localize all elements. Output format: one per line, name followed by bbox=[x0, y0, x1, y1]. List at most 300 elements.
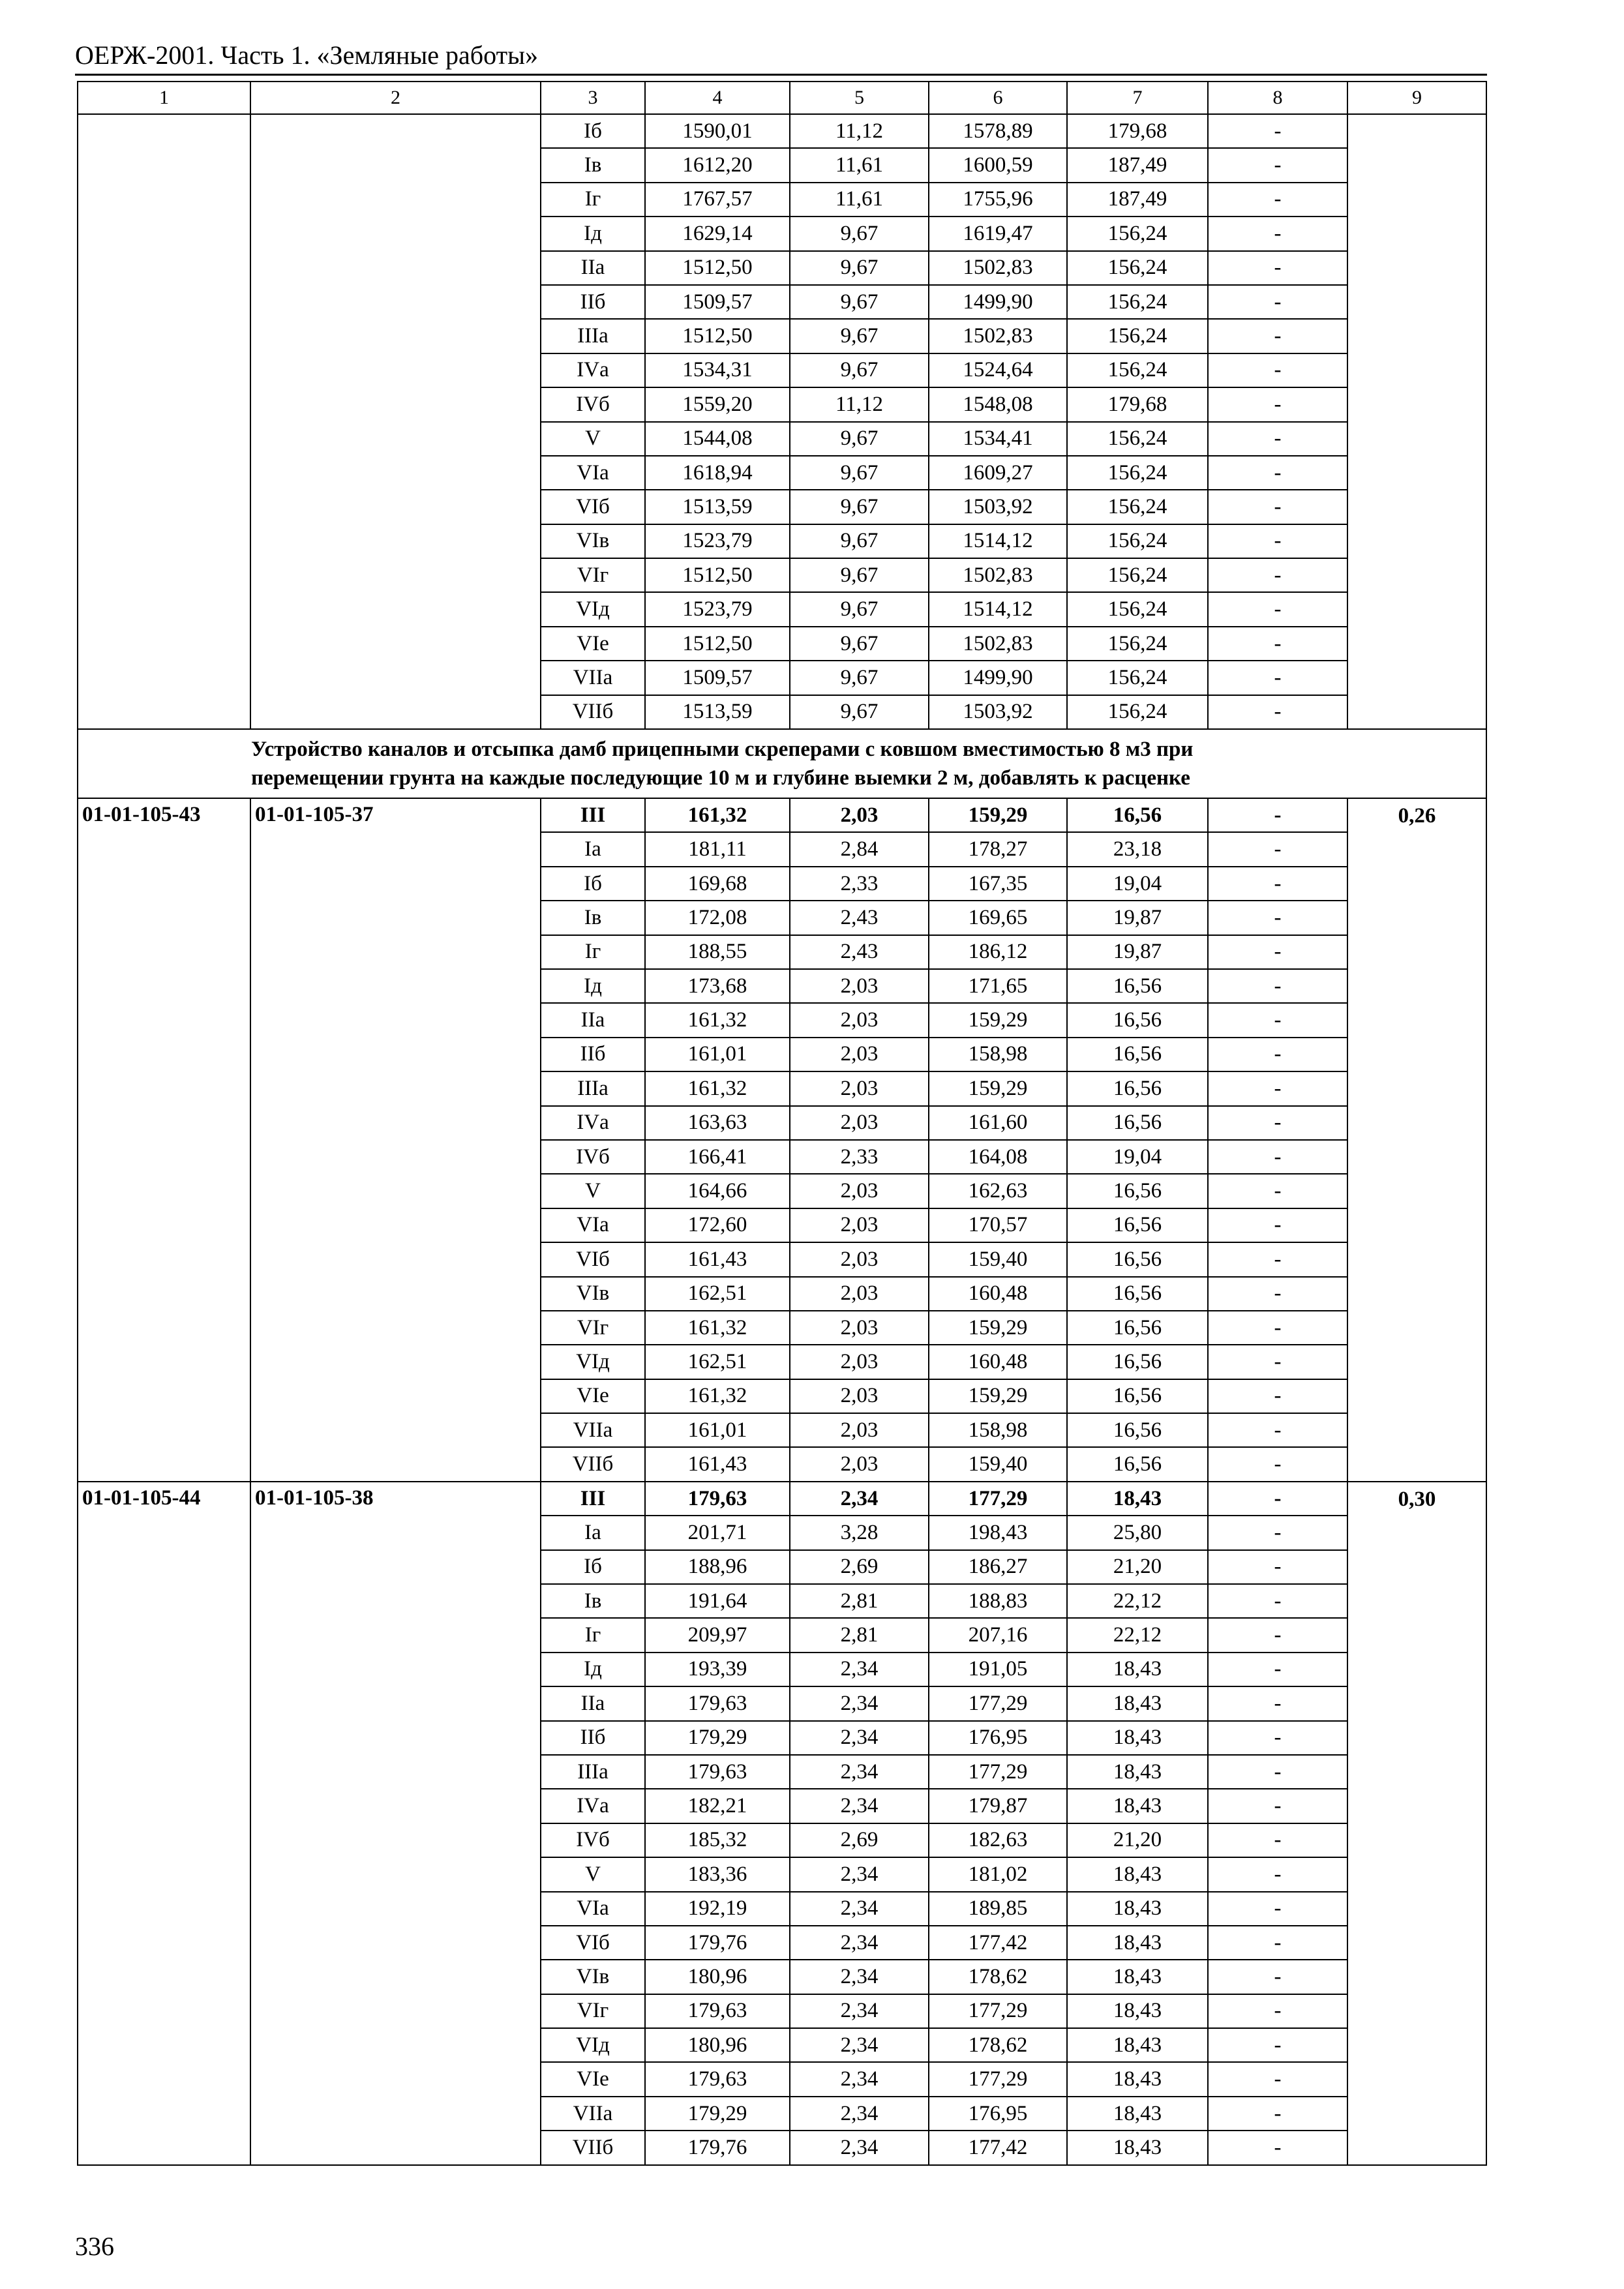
table-cell: 2,03 bbox=[790, 1038, 929, 1071]
table-cell: 21,20 bbox=[1067, 1823, 1208, 1857]
table-cell: - bbox=[1208, 935, 1347, 969]
table-cell: Iа bbox=[541, 1516, 645, 1549]
table-row bbox=[78, 1482, 1486, 1516]
table-cell: 2,03 bbox=[790, 1106, 929, 1140]
table-cell: 2,34 bbox=[790, 2028, 929, 2062]
table-cell: - bbox=[1208, 2062, 1347, 2096]
table-cell: 181,11 bbox=[645, 832, 790, 866]
table-cell: 159,29 bbox=[929, 1071, 1067, 1105]
table-cell: - bbox=[1208, 901, 1347, 935]
table-cell: - bbox=[1208, 1345, 1347, 1379]
table-cell: 176,95 bbox=[929, 2097, 1067, 2131]
table-cell: 2,03 bbox=[790, 1311, 929, 1345]
table-cell: 1524,64 bbox=[929, 353, 1067, 387]
table-cell: 16,56 bbox=[1067, 969, 1208, 1003]
table-cell: 177,29 bbox=[929, 1482, 1067, 1516]
table-cell: 1534,41 bbox=[929, 422, 1067, 456]
table-cell: - bbox=[1208, 319, 1347, 353]
table-cell: 9,67 bbox=[790, 490, 929, 524]
table-cell: 156,24 bbox=[1067, 558, 1208, 592]
table-cell: VIе bbox=[541, 2062, 645, 2096]
table-cell: 2,34 bbox=[790, 1482, 929, 1516]
table-cell: 177,29 bbox=[929, 2062, 1067, 2096]
table-cell: 156,24 bbox=[1067, 422, 1208, 456]
table-cell: 1534,31 bbox=[645, 353, 790, 387]
table-cell: 179,63 bbox=[645, 1755, 790, 1789]
table-cell: 179,87 bbox=[929, 1789, 1067, 1823]
table-cell: VIв bbox=[541, 524, 645, 558]
table-cell: 156,24 bbox=[1067, 251, 1208, 285]
table-cell: VIв bbox=[541, 1277, 645, 1311]
table-cell: 1548,08 bbox=[929, 387, 1067, 421]
table-cell: 1755,96 bbox=[929, 183, 1067, 217]
table-cell: 179,63 bbox=[645, 1994, 790, 2028]
table-cell: - bbox=[1208, 1653, 1347, 1686]
table-cell: 178,27 bbox=[929, 832, 1067, 866]
section-heading-line: Устройство каналов и отсыпка дамб прицепными скреперами с ковшом вместимостью 8 м3 при bbox=[251, 738, 1194, 762]
table-cell: 16,56 bbox=[1067, 798, 1208, 832]
table-cell: 1619,47 bbox=[929, 217, 1067, 250]
table-cell: VIд bbox=[541, 592, 645, 626]
table-cell: Iа bbox=[541, 832, 645, 866]
table-cell: 2,34 bbox=[790, 1960, 929, 1994]
table-cell: 156,24 bbox=[1067, 285, 1208, 319]
table-cell: 192,19 bbox=[645, 1892, 790, 1926]
table-cell: 156,24 bbox=[1067, 661, 1208, 695]
table-cell: 186,12 bbox=[929, 935, 1067, 969]
table-cell: 161,32 bbox=[645, 798, 790, 832]
table-cell: 16,56 bbox=[1067, 1413, 1208, 1447]
table-cell: 179,63 bbox=[645, 2062, 790, 2096]
table-cell: 9,67 bbox=[790, 353, 929, 387]
table-cell: 11,61 bbox=[790, 183, 929, 217]
table-cell: 18,43 bbox=[1067, 1857, 1208, 1891]
table-cell: 2,34 bbox=[790, 1686, 929, 1720]
table-cell: 9,67 bbox=[790, 627, 929, 661]
table-cell: IVб bbox=[541, 1823, 645, 1857]
table-cell: 2,34 bbox=[790, 1994, 929, 2028]
table-cell: VIг bbox=[541, 1311, 645, 1345]
table-cell: Iг bbox=[541, 1618, 645, 1652]
header-rule bbox=[75, 74, 1487, 76]
table-cell: 2,81 bbox=[790, 1618, 929, 1652]
table-cell: 9,67 bbox=[790, 285, 929, 319]
table-cell: - bbox=[1208, 1618, 1347, 1652]
table-cell: 1523,79 bbox=[645, 524, 790, 558]
table-cell: 16,56 bbox=[1067, 1174, 1208, 1208]
table-cell: IIб bbox=[541, 285, 645, 319]
table-cell: - bbox=[1208, 353, 1347, 387]
table-cell: 2,34 bbox=[790, 1789, 929, 1823]
table-cell: 178,62 bbox=[929, 2028, 1067, 2062]
table-cell: - bbox=[1208, 217, 1347, 250]
table-cell: 179,76 bbox=[645, 2131, 790, 2164]
table-cell: - bbox=[1208, 1311, 1347, 1345]
table-cell: 9,67 bbox=[790, 319, 929, 353]
table-cell: - bbox=[1208, 183, 1347, 217]
base-rate-code-cell: 01-01-105-38 bbox=[250, 1482, 541, 2165]
table-cell: 16,56 bbox=[1067, 1106, 1208, 1140]
table-cell: 193,39 bbox=[645, 1653, 790, 1686]
table-cell: 18,43 bbox=[1067, 1994, 1208, 2028]
table-cell: 191,05 bbox=[929, 1653, 1067, 1686]
table-cell: V bbox=[541, 1857, 645, 1891]
table-cell: - bbox=[1208, 798, 1347, 832]
table-cell: - bbox=[1208, 1721, 1347, 1755]
table-cell: III bbox=[541, 798, 645, 832]
table-cell: - bbox=[1208, 251, 1347, 285]
table-cell: - bbox=[1208, 1584, 1347, 1618]
table-cell: 11,12 bbox=[790, 387, 929, 421]
table-cell: 2,03 bbox=[790, 1174, 929, 1208]
table-cell: - bbox=[1208, 969, 1347, 1003]
table-cell: 161,43 bbox=[645, 1447, 790, 1481]
table-cell: Iд bbox=[541, 1653, 645, 1686]
column-number-cell: 5 bbox=[790, 82, 929, 114]
table-cell: 16,56 bbox=[1067, 1447, 1208, 1481]
table-cell: IVб bbox=[541, 1140, 645, 1174]
table-cell: 177,42 bbox=[929, 1926, 1067, 1960]
table-cell: 177,42 bbox=[929, 2131, 1067, 2164]
table-cell: 9,67 bbox=[790, 217, 929, 250]
table-cell: VIа bbox=[541, 456, 645, 490]
table-cell: - bbox=[1208, 114, 1347, 148]
table-cell: 198,43 bbox=[929, 1516, 1067, 1549]
table-cell: 22,12 bbox=[1067, 1618, 1208, 1652]
table-cell: 2,43 bbox=[790, 935, 929, 969]
table-cell: - bbox=[1208, 285, 1347, 319]
table-cell: 9,67 bbox=[790, 558, 929, 592]
table-cell: 18,43 bbox=[1067, 2131, 1208, 2164]
table-cell: 166,41 bbox=[645, 1140, 790, 1174]
table-cell: Iв bbox=[541, 148, 645, 182]
table-cell: IVа bbox=[541, 353, 645, 387]
table-cell: 2,03 bbox=[790, 1208, 929, 1242]
table-cell: 182,63 bbox=[929, 1823, 1067, 1857]
table-cell: 182,21 bbox=[645, 1789, 790, 1823]
table-cell: VIб bbox=[541, 1242, 645, 1276]
table-cell: 2,03 bbox=[790, 1413, 929, 1447]
table-cell: 172,60 bbox=[645, 1208, 790, 1242]
table-cell: - bbox=[1208, 1482, 1347, 1516]
table-cell: IIб bbox=[541, 1038, 645, 1071]
table-cell: - bbox=[1208, 661, 1347, 695]
table-cell: 1559,20 bbox=[645, 387, 790, 421]
rates-table bbox=[77, 81, 1487, 2166]
table-cell: - bbox=[1208, 1140, 1347, 1174]
table-cell: 1502,83 bbox=[929, 319, 1067, 353]
table-cell: 156,24 bbox=[1067, 217, 1208, 250]
table-cell: V bbox=[541, 1174, 645, 1208]
table-cell: Iд bbox=[541, 217, 645, 250]
table-cell: IVб bbox=[541, 387, 645, 421]
table-cell: Iв bbox=[541, 901, 645, 935]
table-cell: - bbox=[1208, 695, 1347, 729]
table-cell: - bbox=[1208, 1106, 1347, 1140]
table-cell: VIб bbox=[541, 1926, 645, 1960]
table-cell: 2,43 bbox=[790, 901, 929, 935]
table-cell: 1590,01 bbox=[645, 114, 790, 148]
table-cell: 1513,59 bbox=[645, 695, 790, 729]
table-row bbox=[78, 798, 1486, 832]
table-cell: Iб bbox=[541, 114, 645, 148]
table-cell: 18,43 bbox=[1067, 1892, 1208, 1926]
table-cell: 18,43 bbox=[1067, 1686, 1208, 1720]
table-cell: 23,18 bbox=[1067, 832, 1208, 866]
table-cell: 1502,83 bbox=[929, 627, 1067, 661]
table-cell: VIд bbox=[541, 1345, 645, 1379]
table-cell: 16,56 bbox=[1067, 1003, 1208, 1037]
table-cell: 25,80 bbox=[1067, 1516, 1208, 1549]
table-cell: - bbox=[1208, 1823, 1347, 1857]
table-cell: 16,56 bbox=[1067, 1277, 1208, 1311]
table-cell: - bbox=[1208, 2028, 1347, 2062]
table-cell: 1609,27 bbox=[929, 456, 1067, 490]
table-cell: 179,68 bbox=[1067, 387, 1208, 421]
table-cell: 16,56 bbox=[1067, 1038, 1208, 1071]
table-cell: - bbox=[1208, 1926, 1347, 1960]
table-cell: 21,20 bbox=[1067, 1550, 1208, 1584]
table-cell: - bbox=[1208, 1174, 1347, 1208]
table-cell: 156,24 bbox=[1067, 353, 1208, 387]
table-cell: - bbox=[1208, 1550, 1347, 1584]
table-cell: 2,03 bbox=[790, 1379, 929, 1413]
page-header-title: ОЕРЖ-2001. Часть 1. «Земляные работы» bbox=[75, 40, 538, 70]
table-cell: 16,56 bbox=[1067, 1208, 1208, 1242]
table-cell: 22,12 bbox=[1067, 1584, 1208, 1618]
table-cell: - bbox=[1208, 148, 1347, 182]
table-cell: 2,03 bbox=[790, 969, 929, 1003]
table-cell: - bbox=[1208, 1277, 1347, 1311]
table-cell: 2,03 bbox=[790, 1003, 929, 1037]
table-cell: 1514,12 bbox=[929, 524, 1067, 558]
table-cell: 209,97 bbox=[645, 1618, 790, 1652]
table-cell: 2,34 bbox=[790, 1857, 929, 1891]
table-cell: VIв bbox=[541, 1960, 645, 1994]
table-cell: - bbox=[1208, 627, 1347, 661]
table-cell: 11,12 bbox=[790, 114, 929, 148]
table-cell: 2,34 bbox=[790, 1892, 929, 1926]
table-cell: 176,95 bbox=[929, 1721, 1067, 1755]
base-rate-code-cell: 01-01-105-37 bbox=[250, 798, 541, 1482]
table-cell: 18,43 bbox=[1067, 1789, 1208, 1823]
page-number: 336 bbox=[75, 2232, 114, 2261]
table-cell: 161,32 bbox=[645, 1071, 790, 1105]
table-cell: - bbox=[1208, 832, 1347, 866]
table-cell: 159,29 bbox=[929, 1311, 1067, 1345]
table-cell: 178,62 bbox=[929, 1960, 1067, 1994]
table-cell: 186,27 bbox=[929, 1550, 1067, 1584]
section-heading-line: перемещении грунта на каждые последующие 10 м и глубине выемки 2 м, добавлять к расценке bbox=[251, 766, 1190, 790]
table-cell: 18,43 bbox=[1067, 2097, 1208, 2131]
table-cell: 156,24 bbox=[1067, 695, 1208, 729]
table-cell: 187,49 bbox=[1067, 148, 1208, 182]
table-cell: 156,24 bbox=[1067, 319, 1208, 353]
table-cell: 2,03 bbox=[790, 1345, 929, 1379]
table-cell: - bbox=[1208, 2097, 1347, 2131]
table-cell: 18,43 bbox=[1067, 1653, 1208, 1686]
table-cell: 161,01 bbox=[645, 1038, 790, 1071]
table-cell: 161,32 bbox=[645, 1003, 790, 1037]
table-cell: - bbox=[1208, 592, 1347, 626]
table-cell: 1513,59 bbox=[645, 490, 790, 524]
table-cell: - bbox=[1208, 422, 1347, 456]
table-cell: 159,29 bbox=[929, 1379, 1067, 1413]
table-cell: Iг bbox=[541, 183, 645, 217]
table-cell: 162,63 bbox=[929, 1174, 1067, 1208]
table-cell: - bbox=[1208, 1960, 1347, 1994]
rate-code-cell: 01-01-105-44 bbox=[78, 1482, 250, 2165]
table-cell: 170,57 bbox=[929, 1208, 1067, 1242]
table-cell: 1618,94 bbox=[645, 456, 790, 490]
table-cell: - bbox=[1208, 1379, 1347, 1413]
table-cell: VIIб bbox=[541, 695, 645, 729]
column-number-cell: 4 bbox=[645, 82, 790, 114]
table-cell: - bbox=[1208, 1516, 1347, 1549]
table-cell: 156,24 bbox=[1067, 456, 1208, 490]
table-cell: 156,24 bbox=[1067, 627, 1208, 661]
table-cell: 158,98 bbox=[929, 1038, 1067, 1071]
table-cell: 2,03 bbox=[790, 798, 929, 832]
table-cell: - bbox=[1208, 1071, 1347, 1105]
table-cell: IIIа bbox=[541, 1071, 645, 1105]
table-cell: Iг bbox=[541, 935, 645, 969]
table-cell: 161,60 bbox=[929, 1106, 1067, 1140]
table-cell: 1509,57 bbox=[645, 661, 790, 695]
table-cell: 179,29 bbox=[645, 2097, 790, 2131]
table-cell: 162,51 bbox=[645, 1345, 790, 1379]
table-cell: Iд bbox=[541, 969, 645, 1003]
table-cell: 160,48 bbox=[929, 1277, 1067, 1311]
table-cell: 1503,92 bbox=[929, 490, 1067, 524]
table-cell: 187,49 bbox=[1067, 183, 1208, 217]
table-cell: 2,34 bbox=[790, 1755, 929, 1789]
table-cell: - bbox=[1208, 524, 1347, 558]
table-cell: - bbox=[1208, 1686, 1347, 1720]
table-cell: IIа bbox=[541, 251, 645, 285]
table-cell: III bbox=[541, 1482, 645, 1516]
table-cell: VIе bbox=[541, 627, 645, 661]
table-cell: 158,98 bbox=[929, 1413, 1067, 1447]
table-cell: 16,56 bbox=[1067, 1242, 1208, 1276]
table-cell: 156,24 bbox=[1067, 524, 1208, 558]
table-cell: 1523,79 bbox=[645, 592, 790, 626]
table-cell: VIг bbox=[541, 1994, 645, 2028]
table-cell: 179,63 bbox=[645, 1482, 790, 1516]
table-cell: 2,03 bbox=[790, 1447, 929, 1481]
table-cell: 1512,50 bbox=[645, 627, 790, 661]
base-rate-code-cell bbox=[250, 114, 541, 729]
table-cell: 159,29 bbox=[929, 1003, 1067, 1037]
table-cell: VIд bbox=[541, 2028, 645, 2062]
table-cell: 18,43 bbox=[1067, 1721, 1208, 1755]
table-cell: VIIб bbox=[541, 2131, 645, 2164]
table-cell: 2,33 bbox=[790, 867, 929, 901]
table-cell: 16,56 bbox=[1067, 1345, 1208, 1379]
table-cell: - bbox=[1208, 1208, 1347, 1242]
table-cell: VIа bbox=[541, 1208, 645, 1242]
table-cell: 9,67 bbox=[790, 524, 929, 558]
table-cell: 1600,59 bbox=[929, 148, 1067, 182]
table-cell: VIг bbox=[541, 558, 645, 592]
table-cell: 2,34 bbox=[790, 1721, 929, 1755]
table-cell: 1499,90 bbox=[929, 285, 1067, 319]
table-cell: 172,08 bbox=[645, 901, 790, 935]
table-cell: VIб bbox=[541, 490, 645, 524]
table-cell: 1512,50 bbox=[645, 319, 790, 353]
table-cell: 179,76 bbox=[645, 1926, 790, 1960]
table-cell: - bbox=[1208, 1789, 1347, 1823]
table-cell: 19,87 bbox=[1067, 935, 1208, 969]
table-cell: 2,03 bbox=[790, 1277, 929, 1311]
table-cell: 9,67 bbox=[790, 695, 929, 729]
table-cell: 164,66 bbox=[645, 1174, 790, 1208]
table-cell: 2,84 bbox=[790, 832, 929, 866]
table-cell: 2,69 bbox=[790, 1823, 929, 1857]
column-number-cell: 7 bbox=[1067, 82, 1208, 114]
table-cell: IVа bbox=[541, 1789, 645, 1823]
table-cell: - bbox=[1208, 1413, 1347, 1447]
table-cell: 162,51 bbox=[645, 1277, 790, 1311]
table-cell: 9,67 bbox=[790, 456, 929, 490]
table-cell: 1544,08 bbox=[645, 422, 790, 456]
table-cell: 2,03 bbox=[790, 1242, 929, 1276]
table-cell: 177,29 bbox=[929, 1686, 1067, 1720]
table-cell: 177,29 bbox=[929, 1994, 1067, 2028]
table-cell: 1629,14 bbox=[645, 217, 790, 250]
table-cell: 173,68 bbox=[645, 969, 790, 1003]
table-cell: 163,63 bbox=[645, 1106, 790, 1140]
table-cell: 167,35 bbox=[929, 867, 1067, 901]
table-cell: Iв bbox=[541, 1584, 645, 1618]
column-number-cell: 6 bbox=[929, 82, 1067, 114]
table-cell: 2,69 bbox=[790, 1550, 929, 1584]
table-cell: 9,67 bbox=[790, 661, 929, 695]
table-cell: 188,55 bbox=[645, 935, 790, 969]
table-cell: 1499,90 bbox=[929, 661, 1067, 695]
table-cell: 171,65 bbox=[929, 969, 1067, 1003]
section-heading bbox=[78, 735, 1486, 792]
table-cell: - bbox=[1208, 387, 1347, 421]
table-cell: 201,71 bbox=[645, 1516, 790, 1549]
table-cell: 2,03 bbox=[790, 1071, 929, 1105]
table-cell: - bbox=[1208, 456, 1347, 490]
table-cell: VIе bbox=[541, 1379, 645, 1413]
table-cell: - bbox=[1208, 2131, 1347, 2164]
column-number-cell: 9 bbox=[1347, 82, 1486, 114]
table-cell: - bbox=[1208, 1242, 1347, 1276]
table-cell: 2,34 bbox=[790, 2097, 929, 2131]
table-cell: IIIа bbox=[541, 319, 645, 353]
table-cell: 2,33 bbox=[790, 1140, 929, 1174]
table-cell: 19,87 bbox=[1067, 901, 1208, 935]
table-cell: 169,65 bbox=[929, 901, 1067, 935]
table-cell: VIIа bbox=[541, 1413, 645, 1447]
table-cell: VIIа bbox=[541, 661, 645, 695]
table-cell: - bbox=[1208, 1857, 1347, 1891]
table-cell: 16,56 bbox=[1067, 1071, 1208, 1105]
table-cell: 3,28 bbox=[790, 1516, 929, 1549]
table-cell: 18,43 bbox=[1067, 1926, 1208, 1960]
table-cell: 159,40 bbox=[929, 1242, 1067, 1276]
table-cell: 1578,89 bbox=[929, 114, 1067, 148]
table-cell: - bbox=[1208, 867, 1347, 901]
table-cell: 16,56 bbox=[1067, 1379, 1208, 1413]
table-cell: 159,40 bbox=[929, 1447, 1067, 1481]
section-heading-cell bbox=[78, 729, 1486, 798]
table-cell: Iб bbox=[541, 1550, 645, 1584]
coefficient-cell: 0,30 bbox=[1347, 1482, 1486, 2165]
